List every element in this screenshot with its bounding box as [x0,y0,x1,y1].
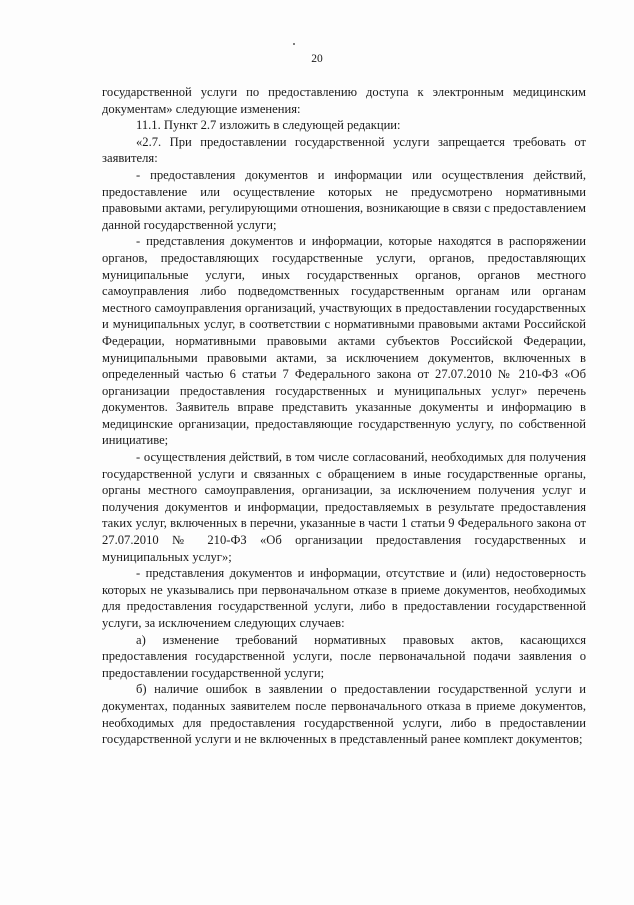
paragraph-clause-2-7: «2.7. При предоставлении государственной услуги запрещается требовать от заявителя: [102,134,586,166]
paragraph-requirement-1: - предоставления документов и информации или осуществления действий, предоставление или осуществление которых не предусмотрено нормативными правовыми актами, регулирующими отношения, возникающие в связи с предоставлением данной государственной услуги; [102,167,586,232]
document-body [102,84,586,748]
paragraph-requirement-3: - осуществления действий, в том числе согласований, необходимых для получения государственной услуги и связанных с обращением в иные государственные органы, органы местного самоуправления, организации, за исключением получения услуг и получения документов и информации, предоставляемых в результате предоставления таких услуг, включенных в перечни, указанные в части 1 статьи 9 Федерального закона от 27.07.2010 № 210-ФЗ «Об организации предоставления государственных и муниципальных услуг»; [102,450,586,564]
paragraph-continuation: государственной услуги по предоставлению доступа к электронным медицинским документам» следующие изменения: [102,85,586,116]
paragraph-requirement-2: - представления документов и информации, которые находятся в распоряжении органов, предоставляющих государственные услуги, органов, предоставляющих муниципальные услуги, иных государственных органов, органов местного самоуправления либо подведомственных государственным органам или органам местного самоуправления организаций, участвующих в предоставлении государственных и муниципальных услуг, в соответствии с нормативными правовыми актами Российской Федерации, нормативными правовыми актами субъектов Российской Федерации, муниципальными правовыми актами, за исключением документов, включенных в определенный частью 6 статьи 7 Федерального закона от 27.07.2010 № 210-ФЗ «Об организации предоставления государственных и муниципальных услуг» перечень документов. Заявитель вправе представить указанные документы и информацию в медицинские организации, предоставляющие государственную услугу, по собственной инициативе; [102,234,586,448]
scan-speck [293,43,295,45]
page-number: 20 [311,53,323,65]
paragraph-case-a: а) изменение требований нормативных правовых актов, касающихся предоставления государственной услуги, после первоначальной подачи заявления о предоставлении государственной услуги; [102,632,586,680]
paragraph-requirement-4: - представления документов и информации, отсутствие и (или) недостоверность которых не указывались при первоначальном отказе в приеме документов, необходимых для предоставления государственной услуги, либо в предоставлении государственной услуги, за исключением следующих случаев: [102,566,586,630]
paragraph-case-b: б) наличие ошибок в заявлении о предоставлении государственной услуги и документах, поданных заявителем после первоначального отказа в приеме документов, необходимых для предоставления государственной услуги, либо в предоставлении государственной услуги и не включенных в представленный ранее комплект документов; [102,682,586,747]
paragraph-item-11-1: 11.1. Пункт 2.7 изложить в следующей редакции: [136,118,401,133]
